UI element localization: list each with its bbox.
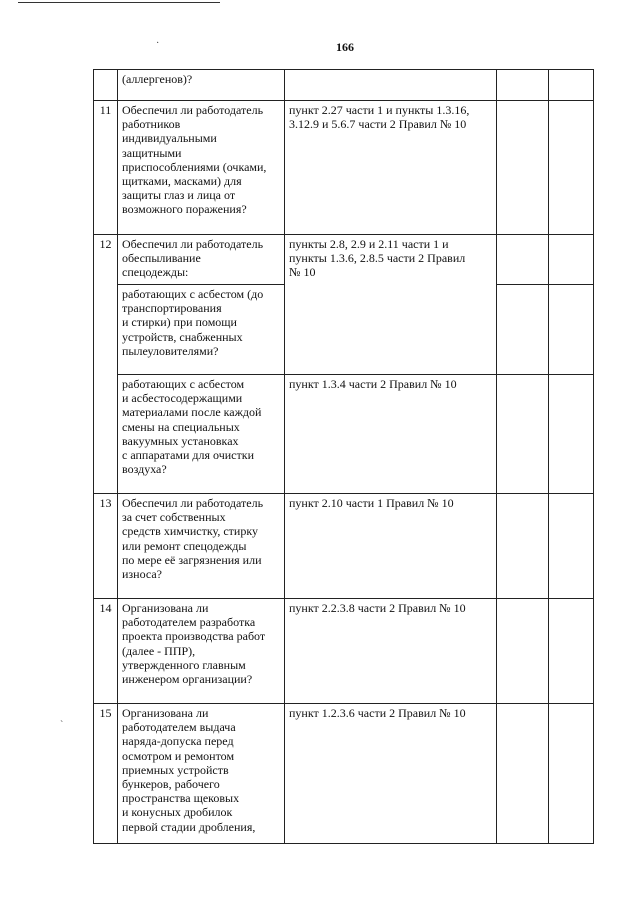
question-cell: работающих с асбестом (до транспортирования и стирки) при помощи устройств, снабженных пылеуловителями? xyxy=(118,285,285,375)
reference-cell: пункт 2.10 части 1 Правил № 10 xyxy=(285,494,497,599)
row-number: 13 xyxy=(94,494,118,599)
answer-cell xyxy=(497,375,549,494)
table-row xyxy=(94,704,594,844)
row-number xyxy=(94,70,118,101)
reference-cell: пункт 1.2.3.6 части 2 Правил № 10 xyxy=(285,704,497,844)
reference-cell: пункт 2.27 части 1 и пункты 1.3.16, 3.12.9 и 5.6.7 части 2 Правил № 10 xyxy=(285,101,497,235)
question-cell: (аллергенов)? xyxy=(118,70,285,101)
table-row xyxy=(94,101,594,235)
table-row xyxy=(94,375,594,494)
answer-cell xyxy=(497,494,549,599)
answer-cell xyxy=(549,285,594,375)
table-row xyxy=(94,70,594,101)
top-rule xyxy=(18,2,220,3)
table-row xyxy=(94,235,594,285)
question-cell: Обеспечил ли работодатель обеспыливание спецодежды: xyxy=(118,235,285,285)
row-number: 14 xyxy=(94,599,118,704)
answer-cell xyxy=(549,101,594,235)
question-cell: Организована ли работодателем выдача наряда-допуска перед осмотром и ремонтом приемных устройств бункеров, рабочего пространства щековых и конусных дробилок первой стадии дробления, xyxy=(118,704,285,844)
reference-cell: пункт 2.2.3.8 части 2 Правил № 10 xyxy=(285,599,497,704)
answer-cell xyxy=(549,235,594,285)
answer-cell xyxy=(549,70,594,101)
answer-cell xyxy=(497,235,549,285)
row-number: 11 xyxy=(94,101,118,235)
table-row xyxy=(94,599,594,704)
scan-speck: ` xyxy=(60,720,64,731)
answer-cell xyxy=(497,70,549,101)
row-number: 15 xyxy=(94,704,118,844)
reference-cell: пункт 1.3.4 части 2 Правил № 10 xyxy=(285,375,497,494)
answer-cell xyxy=(549,599,594,704)
row-number: 12 xyxy=(94,235,118,494)
answer-cell xyxy=(549,704,594,844)
answer-cell xyxy=(497,101,549,235)
answer-cell xyxy=(549,494,594,599)
reference-cell: пункты 2.8, 2.9 и 2.11 части 1 и пункты 1.3.6, 2.8.5 части 2 Правил № 10 xyxy=(285,235,497,375)
scan-speck: · xyxy=(156,38,160,49)
reference-cell xyxy=(285,70,497,101)
answer-cell xyxy=(497,704,549,844)
checklist-table xyxy=(93,69,594,844)
question-cell: Обеспечил ли работодатель работников индивидуальными защитными приспособлениями (очками, щитками, масками) для защиты глаз и лица от возможного поражения? xyxy=(118,101,285,235)
answer-cell xyxy=(497,285,549,375)
question-cell: Обеспечил ли работодатель за счет собственных средств химчистку, стирку или ремонт спецодежды по мере её загрязнения или износа? xyxy=(118,494,285,599)
table-row xyxy=(94,494,594,599)
page-number: 166 xyxy=(336,40,354,54)
answer-cell xyxy=(549,375,594,494)
question-cell: работающих с асбестом и асбестосодержащими материалами после каждой смены на специальных вакуумных установках с аппаратами для очистки воздуха? xyxy=(118,375,285,494)
answer-cell xyxy=(497,599,549,704)
question-cell: Организована ли работодателем разработка проекта производства работ (далее - ППР), утвержденного главным инженером организации? xyxy=(118,599,285,704)
